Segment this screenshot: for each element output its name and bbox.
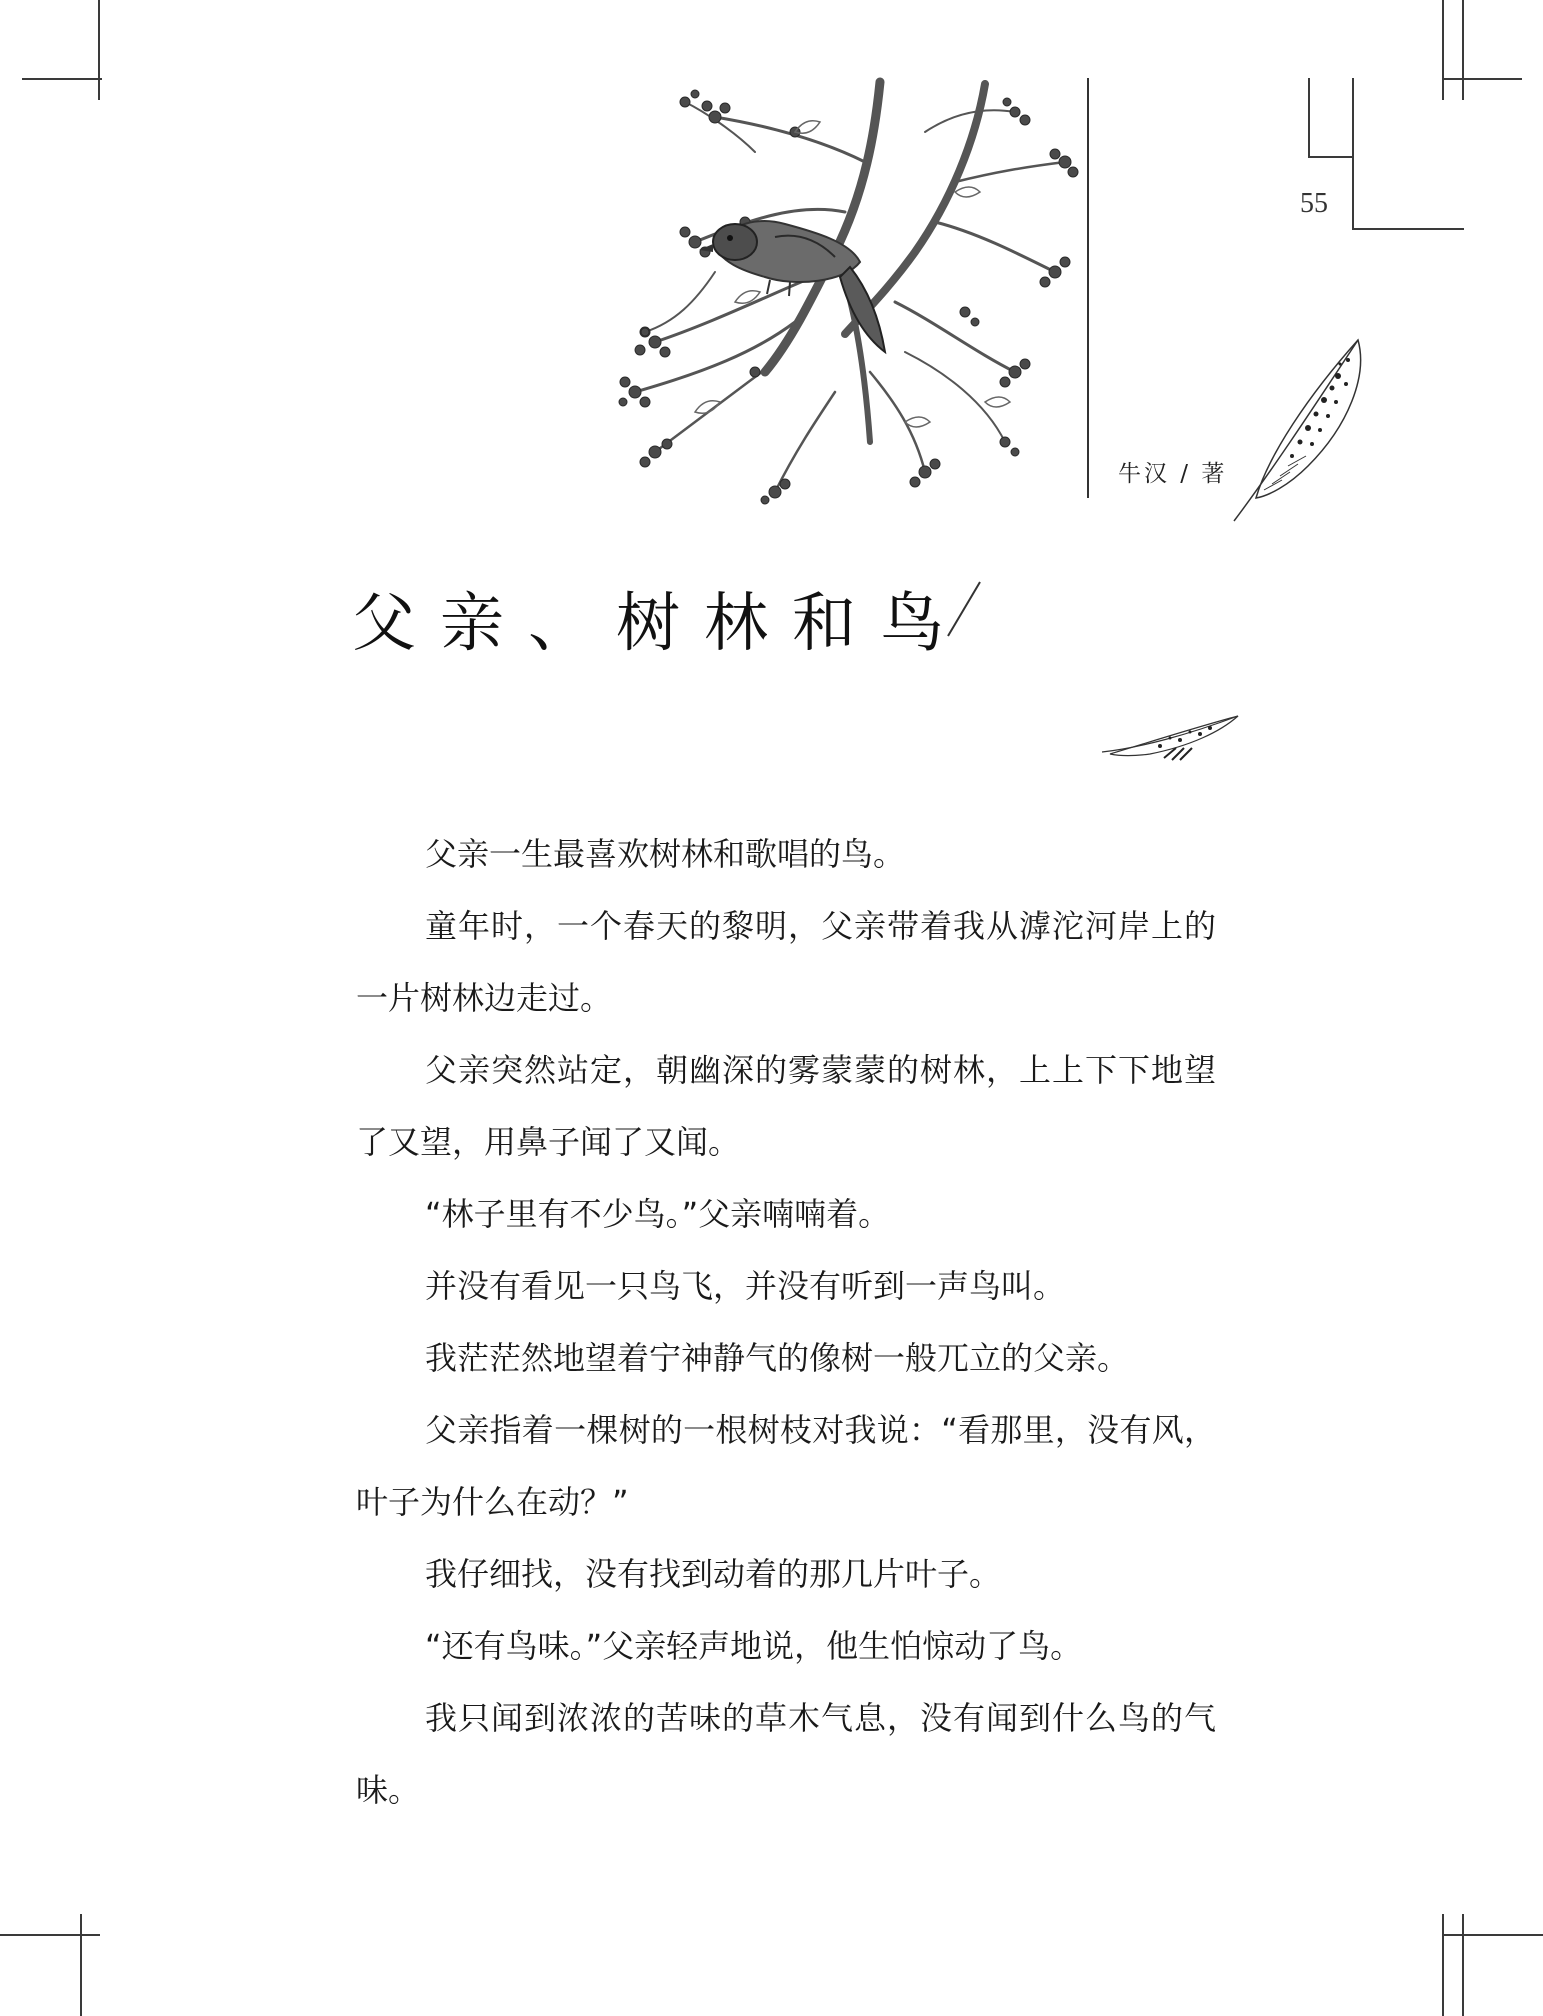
crop-mark-bottom-left-v — [80, 1914, 82, 2016]
feather-icon — [1228, 336, 1364, 526]
paragraph: 童年时，一个春天的黎明，父亲带着我从滹沱河岸上的一片树林边走过。 — [356, 907, 1216, 1017]
crop-mark-top-right-v2 — [1462, 0, 1464, 100]
crop-mark-right-v1 — [1308, 78, 1310, 156]
paragraph: 并没有看见一只鸟飞，并没有听到一声鸟叫。 — [425, 1267, 1066, 1305]
page-title: 父亲、树林和鸟 — [352, 587, 968, 661]
paragraph: 父亲一生最喜欢树林和歌唱的鸟。 — [425, 835, 906, 873]
crop-mark-bottom-right-v2 — [1462, 1914, 1464, 2016]
crop-mark-bottom-right-h — [1442, 1934, 1543, 1936]
crop-mark-right-h2 — [1352, 228, 1464, 230]
page-number: 55 — [1300, 188, 1328, 219]
bird-on-branch-illustration — [595, 72, 1095, 512]
author-credit: 牛汉 / 著 — [1118, 461, 1228, 487]
crop-mark-top-left-v — [98, 0, 100, 100]
crop-mark-top-right-h — [1442, 78, 1522, 80]
title-slash-decoration — [944, 578, 984, 640]
crop-mark-bottom-left-h — [0, 1934, 100, 1936]
feather-icon — [1100, 712, 1240, 764]
article-body — [356, 818, 1216, 1826]
paragraph: “林子里有不少鸟。”父亲喃喃着。 — [425, 1195, 891, 1233]
crop-mark-top-right-v1 — [1442, 0, 1444, 100]
crop-mark-top-left-h — [22, 78, 102, 80]
crop-mark-right-h1 — [1308, 156, 1354, 158]
paragraph: 我仔细找，没有找到动着的那几片叶子。 — [425, 1555, 1002, 1593]
vertical-rule — [1087, 78, 1089, 498]
paragraph: 我只闻到浓浓的苦味的草木气息，没有闻到什么鸟的气味。 — [356, 1699, 1216, 1809]
paragraph: “还有鸟味。”父亲轻声地说，他生怕惊动了鸟。 — [425, 1627, 1083, 1665]
paragraph: 父亲指着一棵树的一根树枝对我说：“看那里，没有风，叶子为什么在动？” — [356, 1411, 1216, 1521]
paragraph: 父亲突然站定，朝幽深的雾蒙蒙的树林，上上下下地望了又望，用鼻子闻了又闻。 — [356, 1051, 1216, 1161]
crop-mark-bottom-right-v1 — [1442, 1914, 1444, 2016]
crop-mark-right-v2 — [1352, 78, 1354, 230]
paragraph: 我茫茫然地望着宁神静气的像树一般兀立的父亲。 — [425, 1339, 1130, 1377]
